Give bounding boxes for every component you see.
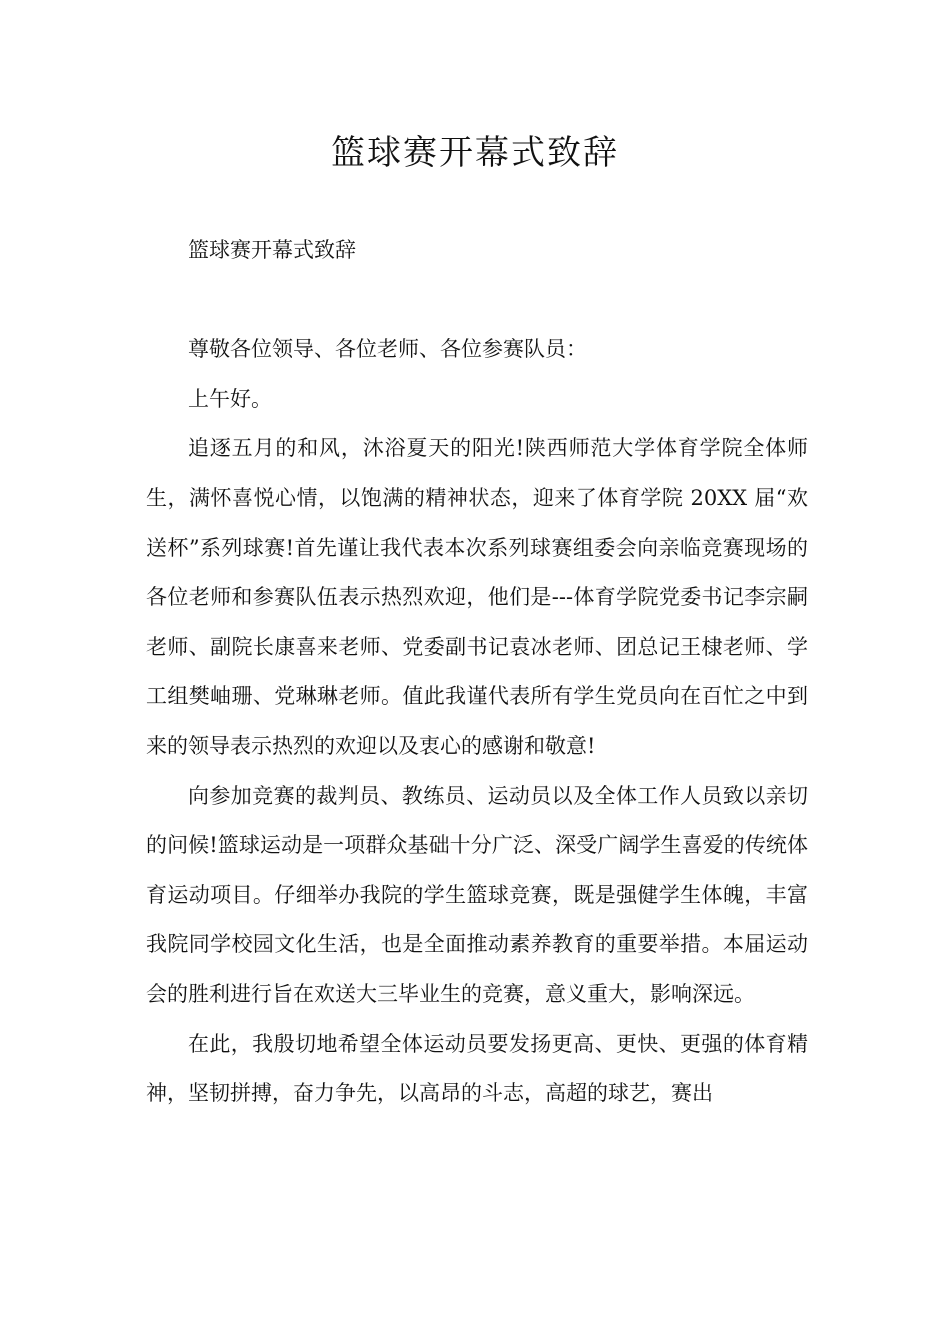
document-title: 篮球赛开幕式致辞 [331, 133, 619, 173]
body-paragraph: 向参加竞赛的裁判员、教练员、运动员以及全体工作人员致以亲切的问候!篮球运动是一项群众基础十分广泛、深受广阔学生喜爱的传统体育运动项目。仔细举办我院的学生篮球竞赛，既是强健学生体魄，丰富我院同学校园文化生活，也是全面推动素养教育的重要举措。本届运动会的胜利进行旨在欢送大三毕业生的竞赛，意义重大，影响深远。 [146, 783, 808, 1006]
body-paragraph: 追逐五月的和风，沐浴夏天的阳光!陕西师范大学体育学院全体师生，满怀喜悦心情，以饱满的精神状态，迎来了体育学院 20XX 届“欢送杯”系列球赛!首先谨让我代表本次系列球赛组委会向亲临竞赛现场的各位老师和参赛队伍表示热烈欢迎，他们是---体育学院党委书记李宗嗣老师、副院长康喜来老师、党委副书记袁冰老师、团总记王棣老师、学工组樊岫珊、党琳琳老师。值此我谨代表所有学生党员向在百忙之中到来的领导表示热烈的欢迎以及衷心的感谢和敬意! [146, 436, 808, 758]
salutation-paragraph: 尊敬各位领导、各位老师、各位参赛队员： [188, 337, 587, 362]
document-subtitle: 篮球赛开幕式致辞 [188, 238, 356, 262]
greeting-paragraph: 上午好。 [188, 386, 272, 411]
document-body [146, 226, 808, 1119]
body-paragraph: 在此，我殷切地希望全体运动员要发扬更高、更快、更强的体育精神，坚韧拼搏，奋力争先，以高昂的斗志，高超的球艺，赛出 [146, 1031, 808, 1106]
